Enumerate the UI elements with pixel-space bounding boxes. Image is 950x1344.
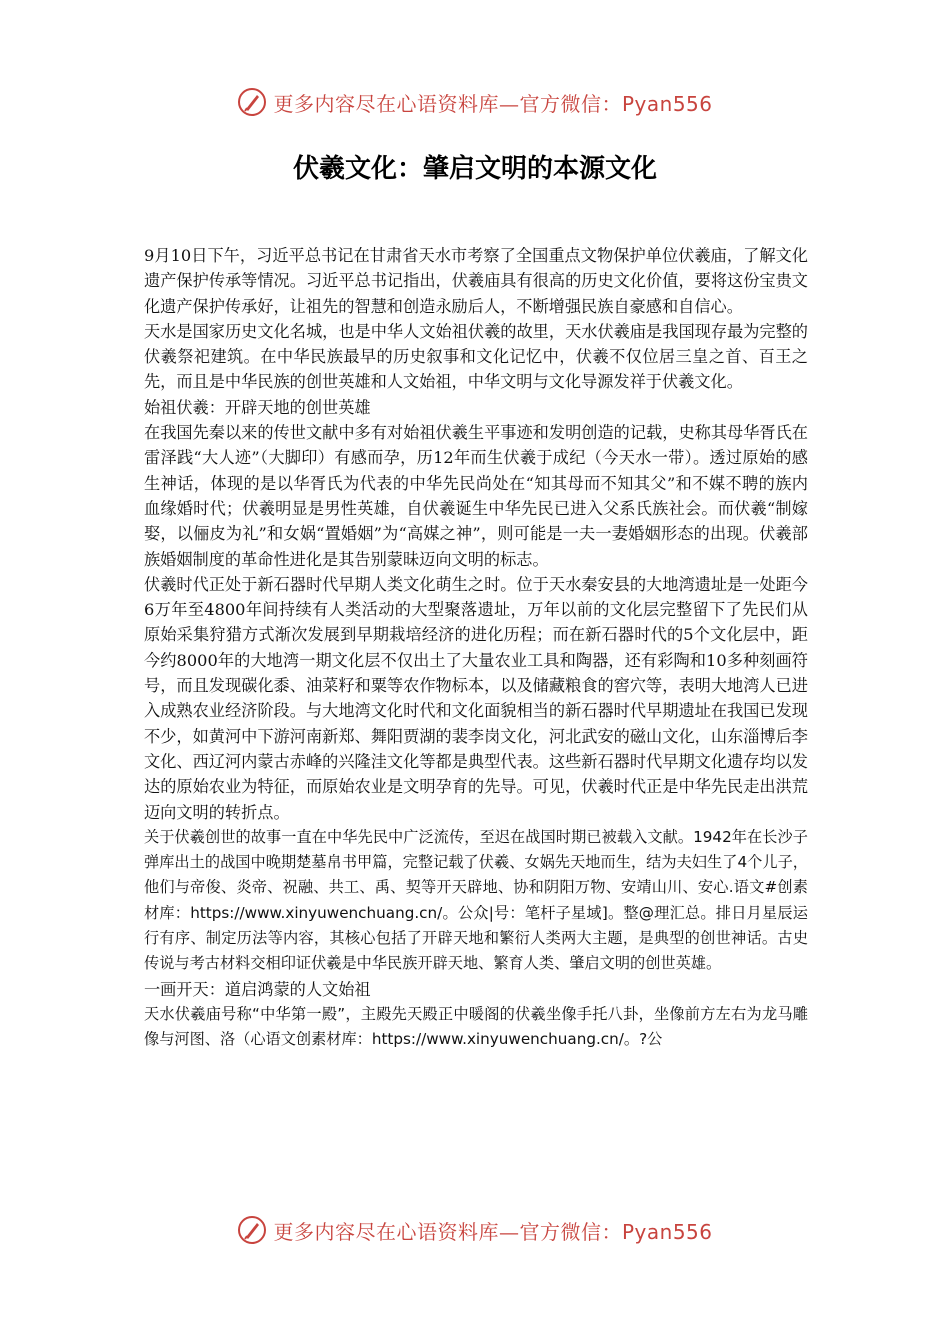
paragraph-neolithic: 伏羲时代正处于新石器时代早期人类文化萌生之时。位于天水秦安县的大地湾遗址是一处距今6万年至4800年间持续有人类活动的大型聚落遗址，万年以前的文化层完整留下了先民们从原始采集狩猎方式渐次发展到早期栽培经济的进化历程；而在新石器时代的5个文化层中，距今约8000年的大地湾一期文化层不仅出土了大量农业工具和陶器，还有彩陶和10多种刻画符号，而且发现碳化黍、油菜籽和粟等农作物标本，以及储藏粮食的窖穴等，表明大地湾人已进入成熟农业经济阶段。与大地湾文化时代和文化面貌相当的新石器时代早期遗址在我国已发现不少，如黄河中下游河南新郑、舞阳贾湖的裴李岗文化，河北武安的磁山文化，山东淄博后李文化、西辽河内蒙古赤峰的兴隆洼文化等都是典型代表。这些新石器时代早期文化遗存均以发达的原始农业为特征，而原始农业是文明孕育的先导。可见，伏羲时代正是中华先民走出洪荒迈向文明的转折点。 — [144, 574, 808, 822]
paragraph-tianshui: 天水是国家历史文化名城，也是中华人文始祖伏羲的故里，天水伏羲庙是我国现存最为完整的伏羲祭祀建筑。在中华民族最早的历史叙事和文化记忆中，伏羲不仅位居三皇之首、百王之先，而且是中华民族的创世英雄和人文始祖，中华文明与文化导源发祥于伏羲文化。 — [144, 321, 808, 392]
watermark-text: 更多内容尽在心语资料库—官方微信：Pyan556 — [273, 91, 713, 116]
wechat-id: Pyan556 — [621, 91, 713, 116]
paragraph-intro: 9月10日下午，习近平总书记在甘肃省天水市考察了全国重点文物保护单位伏羲庙，了解文化遗产保护传承等情况。习近平总书记指出，伏羲庙具有很高的历史文化价值，要将这份宝贵文化遗产保护传承好，让祖先的智慧和创造永励后人，不断增强民族自豪感和自信心。 — [144, 246, 808, 316]
watermark-text: 更多内容尽在心语资料库—官方微信：Pyan556 — [273, 1219, 713, 1244]
quill-pen-icon — [237, 1215, 267, 1245]
top-watermark-banner — [0, 82, 950, 122]
bottom-watermark-banner — [0, 1210, 950, 1250]
paragraph-temple: 天水伏羲庙号称“中华第一殿”，主殿先天殿正中暖阁的伏羲坐像手托八卦，坐像前方左右为龙马雕像与河图、洛（心语文创素材库：https://www.xinyuwenchuang.cn/。?公 — [144, 1004, 808, 1049]
quill-pen-icon — [237, 87, 267, 117]
paragraph-ancestry: 在我国先秦以来的传世文献中多有对始祖伏羲生平事迹和发明创造的记载，史称其母华胥氏在雷泽践“大人迹”（大脚印）有感而孕，历12年而生伏羲于成纪（今天水一带）。透过原始的感生神话，体现的是以华胥氏为代表的中华先民尚处在“知其母而不知其父”和不媒不聘的族内血缘婚时代；伏羲明显是男性英雄，自伏羲诞生中华先民已进入父系氏族社会。而伏羲“制嫁娶，以俪皮为礼”和女娲“置婚姻”为“高媒之神”，则可能是一夫一妻婚姻形态的出现。伏羲部族婚姻制度的革命性进化是其告别蒙昧迈向文明的标志。 — [144, 423, 808, 569]
article-body — [144, 243, 808, 1053]
wechat-id: Pyan556 — [621, 1219, 713, 1244]
paragraph-creation-story: 关于伏羲创世的故事一直在中华先民中广泛流传，至迟在战国时期已被载入文献。1942年在长沙子弹库出土的战国中晚期楚墓帛书甲篇，完整记载了伏羲、女娲先天地而生，结为夫妇生了4个儿子，他们与帝俊、炎帝、祝融、共工、禹、契等开天辟地、协和阴阳万物、安靖山川、安心.语文#创素材库：https://www.xinyuwenchuang.cn/。公众|号：笔杆子星域]。整@理汇总。排日月星辰运行有序、制定历法等内容，其核心包括了开辟天地和繁衍人类两大主题，是典型的创世神话。古史传说与考古材料交相印证伏羲是中华民族开辟天地、繁育人类、肇启文明的创世英雄。 — [144, 827, 808, 973]
page-title: 伏羲文化：肇启文明的本源文化 — [292, 154, 657, 184]
section-heading-creation-hero: 始祖伏羲：开辟天地的创世英雄 — [144, 397, 371, 417]
section-heading-one-stroke: 一画开天：道启鸿蒙的人文始祖 — [144, 979, 371, 999]
